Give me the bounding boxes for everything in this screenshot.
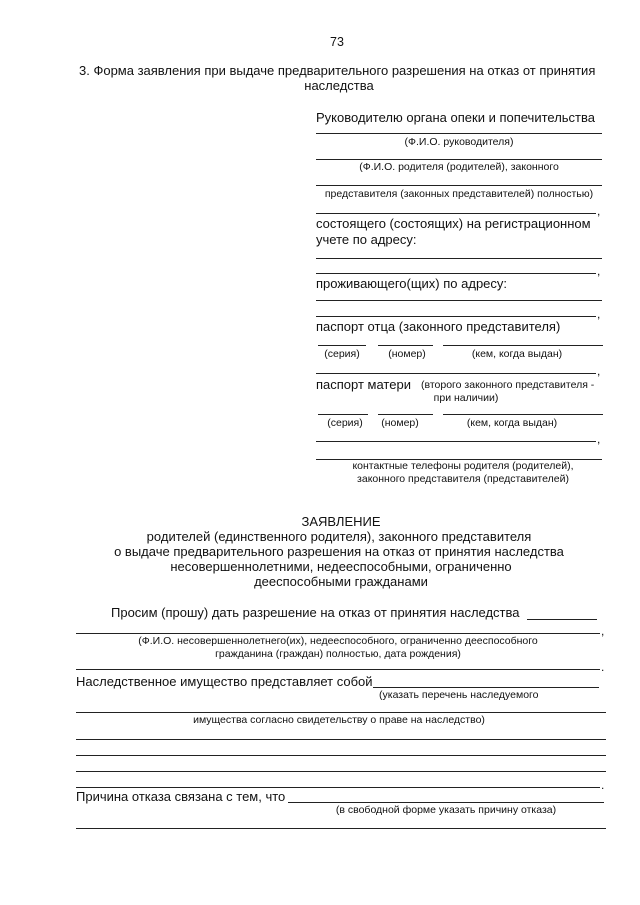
statement-sub2: о выдаче предварительного разрешения на отказ от принятия наследства <box>114 544 564 559</box>
father-passport-line-2[interactable] <box>316 373 596 374</box>
phones-hint-2: законного представителя (представителей) <box>357 473 569 485</box>
statement-sub3: несовершеннолетними, недееспособными, ограниченно <box>170 559 512 574</box>
statement-sub1: родителей (единственного родителя), законного представителя <box>146 529 532 544</box>
form-heading-line1: 3. Форма заявления при выдаче предварительного разрешения на отказ от принятия <box>79 63 596 78</box>
reason-line-2[interactable] <box>76 828 606 829</box>
statement-sub4: дееспособными гражданами <box>254 574 428 589</box>
reason-line[interactable] <box>288 802 604 803</box>
head-fio-hint: (Ф.И.О. руководителя) <box>404 136 514 148</box>
father-issued-hint: (кем, когда выдан) <box>471 348 563 360</box>
request-text: Просим (прошу) дать разрешение на отказ от принятия наследства <box>111 605 520 620</box>
father-number-line[interactable] <box>378 345 433 346</box>
parent-fio-hint-2: представителя (законных представителей) полностью) <box>324 188 594 200</box>
mother-issued-hint: (кем, когда выдан) <box>466 417 558 429</box>
property-line-5[interactable] <box>76 771 606 772</box>
head-fio-line[interactable] <box>316 133 602 134</box>
registered-label-2: учете по адресу: <box>316 232 417 247</box>
father-series-line[interactable] <box>318 345 366 346</box>
passport-father-label: паспорт отца (законного представителя) <box>316 319 561 334</box>
minor-fio-line-2[interactable] <box>76 669 600 670</box>
mother-series-hint: (серия) <box>327 417 363 429</box>
passport-mother-label: паспорт матери <box>316 377 411 392</box>
phones-hint: контактные телефоны родителя (родителей), <box>352 460 574 472</box>
mother-number-line[interactable] <box>378 414 433 415</box>
statement-title: ЗАЯВЛЕНИЕ <box>301 514 381 529</box>
father-issued-line[interactable] <box>443 345 603 346</box>
parent-fio-line-3[interactable] <box>316 213 596 214</box>
minor-fio-line[interactable] <box>76 633 600 634</box>
living-label: проживающего(щих) по адресу: <box>316 276 508 291</box>
property-hint: (указать перечень наследуемого <box>379 689 539 701</box>
registered-address-line[interactable] <box>316 258 602 259</box>
parent-fio-line-2[interactable] <box>316 185 602 186</box>
property-line-2[interactable] <box>76 712 606 713</box>
living-address-line[interactable] <box>316 300 602 301</box>
property-line-6[interactable] <box>76 787 600 788</box>
page-number: 73 <box>330 35 344 49</box>
mother-series-line[interactable] <box>318 414 368 415</box>
property-line-4[interactable] <box>76 755 606 756</box>
property-line[interactable] <box>373 687 599 688</box>
registered-label: состоящего (состоящих) на регистрационном <box>316 216 591 231</box>
mother-passport-line-2[interactable] <box>316 441 596 442</box>
request-line-end[interactable] <box>527 619 597 620</box>
father-series-hint: (серия) <box>324 348 360 360</box>
mother-number-hint: (номер) <box>381 417 419 429</box>
reason-label: Причина отказа связана с тем, что <box>76 789 286 804</box>
minor-hint: (Ф.И.О. несовершеннолетнего(их), недееспособного, ограниченно дееспособного <box>138 635 538 647</box>
passport-mother-note-2: при наличии) <box>433 392 499 404</box>
reason-hint: (в свободной форме указать причину отказа) <box>335 804 557 816</box>
form-heading-line2: наследства <box>304 78 374 93</box>
minor-hint-2: гражданина (граждан) полностью, дата рождения) <box>215 648 461 660</box>
mother-issued-line[interactable] <box>443 414 603 415</box>
parent-fio-line[interactable] <box>316 159 602 160</box>
property-hint-2: имущества согласно свидетельству о праве на наследство) <box>193 714 485 726</box>
property-line-3[interactable] <box>76 739 606 740</box>
passport-mother-note: (второго законного представителя - <box>421 379 595 391</box>
father-number-hint: (номер) <box>388 348 426 360</box>
parent-fio-hint: (Ф.И.О. родителя (родителей), законного <box>359 161 559 173</box>
property-label: Наследственное имущество представляет собой <box>76 674 373 689</box>
registered-address-line-2[interactable] <box>316 273 596 274</box>
addressee-to: Руководителю органа опеки и попечительства <box>316 110 595 125</box>
living-address-line-2[interactable] <box>316 316 596 317</box>
